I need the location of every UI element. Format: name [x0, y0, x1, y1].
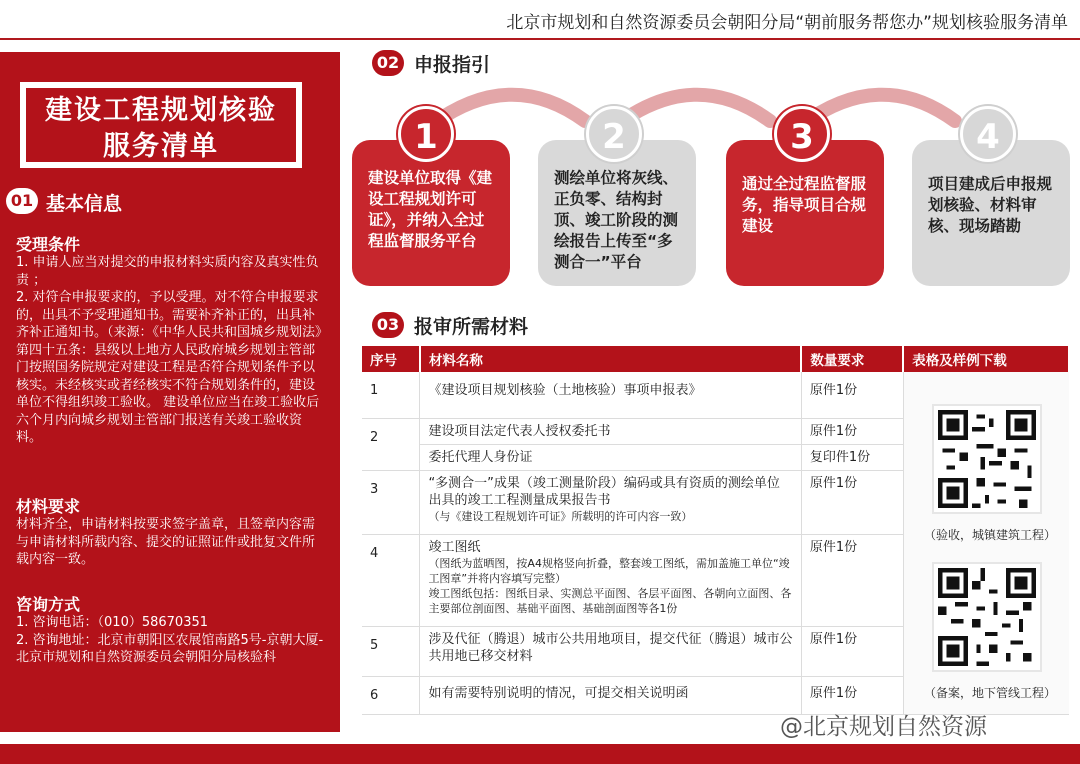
row-name: 涉及代征（腾退）城市公共用地项目，提交代征（腾退）城市公共用地已移交材料 — [420, 626, 801, 676]
section-title-materials: 报审所需材料 — [414, 316, 529, 338]
header-title: 北京市规划和自然资源委员会朝阳分局“朝前服务帮您办”规划核验服务清单 — [506, 13, 1068, 33]
col-header-no: 序号 — [362, 346, 420, 372]
row-name: 委托代理人身份证 — [420, 444, 801, 470]
step-3-text: 通过全过程监督服务，指导项目合规建设 — [742, 175, 867, 235]
bottom-bar — [0, 744, 1080, 764]
col-header-qty: 数量要求 — [801, 346, 903, 372]
section-number-03: 03 — [372, 312, 404, 338]
section-number-01: 01 — [6, 188, 38, 214]
col-header-download: 表格及样例下载 — [903, 346, 1069, 372]
step-1-number: 1 — [398, 106, 454, 162]
qr-code-icon[interactable] — [932, 404, 1042, 514]
col-header-name: 材料名称 — [420, 346, 801, 372]
row-qty: 原件1份 — [801, 676, 903, 714]
acceptance-heading: 受理条件 — [16, 235, 81, 254]
row-name: “多测合一”成果（竣工测量阶段）编码或具有资质的测绘单位出具的竣工工程测量成果报告书 — [428, 475, 780, 508]
table-header-row — [362, 346, 1069, 372]
step-2-number: 2 — [586, 106, 642, 162]
page-header — [0, 0, 1080, 40]
row-no: 4 — [362, 534, 420, 626]
consult-text: 1. 咨询电话：（010）58670351 2. 咨询地址：北京市朝阳区农展馆南路5号-京朝大厦-北京市规划和自然资源委员会朝阳分局核验科 — [16, 615, 324, 665]
row-no: 5 — [362, 626, 420, 676]
qr-caption-acceptance: （验收，城镇建筑工程） — [924, 528, 1057, 542]
row-note: （图纸为蓝晒图，按A4规格竖向折叠，整套竣工图纸，需加盖施工单位“竣工图章”并将内容填写完整） 竣工图纸包括：图纸目录、实测总平面图、各层平面图、各朝向立面图、各主要部位剖面图、基础平面图、基础剖面图等各1份 — [428, 556, 792, 615]
basic-info-panel — [0, 52, 340, 732]
title-box — [20, 82, 302, 168]
section-title-guide: 申报指引 — [414, 54, 491, 76]
step-1-text: 建设单位取得《建设工程规划许可证》，并纳入全过程监督服务平台 — [368, 169, 493, 250]
row-qty: 复印件1份 — [801, 444, 903, 470]
row-note: （与《建设工程规划许可证》所载明的许可内容一致） — [428, 509, 693, 523]
watermark: @北京规划自然资源 — [780, 714, 987, 740]
row-qty: 原件1份 — [801, 470, 903, 534]
materials-heading: 材料要求 — [16, 497, 81, 516]
row-name: 《建设项目规划核验（土地核验）事项申报表》 — [420, 372, 801, 418]
row-qty: 原件1份 — [801, 418, 903, 444]
step-4-text: 项目建成后申报规划核验、材料审核、现场踏勘 — [928, 175, 1053, 235]
section-number-02: 02 — [372, 50, 404, 76]
qr-caption-filing: （备案，地下管线工程） — [924, 686, 1057, 700]
row-name: 建设项目法定代表人授权委托书 — [420, 418, 801, 444]
row-qty: 原件1份 — [801, 626, 903, 676]
row-no: 2 — [362, 418, 420, 470]
row-name: 如有需要特别说明的情况，可提交相关说明函 — [420, 676, 801, 714]
step-4-number: 4 — [960, 106, 1016, 162]
qr-code-icon[interactable] — [932, 562, 1042, 672]
section-title-basic-info: 基本信息 — [46, 193, 123, 215]
acceptance-text: 1. 申请人应当对提交的申报材料实质内容及真实性负责 ； 2. 对符合申报要求的，予以受理。对不符合申报要求的，出具不予受理通知书。需要补齐补正的，出具补齐补正通知书。（来源：《中华人民共和国城乡规划法》第四十五条：县级以上地方人民政府城乡规划主管部门按照国务院规定对建设工程是否符合规划条件予以核实。未经核实或者经核实不符合规划条件的，建设单位不得组织竣工验收。 建设单位应当在竣工验收后六个月内向城乡规划主管部门报送有关竣工验收资料。 — [16, 255, 322, 445]
step-2-text: 测绘单位将灰线、正负零、结构封顶、竣工阶段的测绘报告上传至“多测合一”平台 — [554, 169, 679, 271]
row-no: 1 — [362, 372, 420, 418]
row-no: 6 — [362, 676, 420, 714]
row-qty: 原件1份 — [801, 534, 903, 626]
row-qty: 原件1份 — [801, 372, 903, 418]
title-line-1: 建设工程规划核验 — [45, 95, 277, 126]
step-3-number: 3 — [774, 106, 830, 162]
row-name: 竣工图纸 — [428, 539, 481, 555]
consult-heading: 咨询方式 — [16, 595, 81, 614]
title-line-2: 服务清单 — [103, 131, 219, 162]
row-no: 3 — [362, 470, 420, 534]
materials-text: 材料齐全，申请材料按要求签字盖章，且签章内容需与申请材料所载内容、提交的证照证件或批复文件所载内容一致。 — [16, 517, 316, 567]
